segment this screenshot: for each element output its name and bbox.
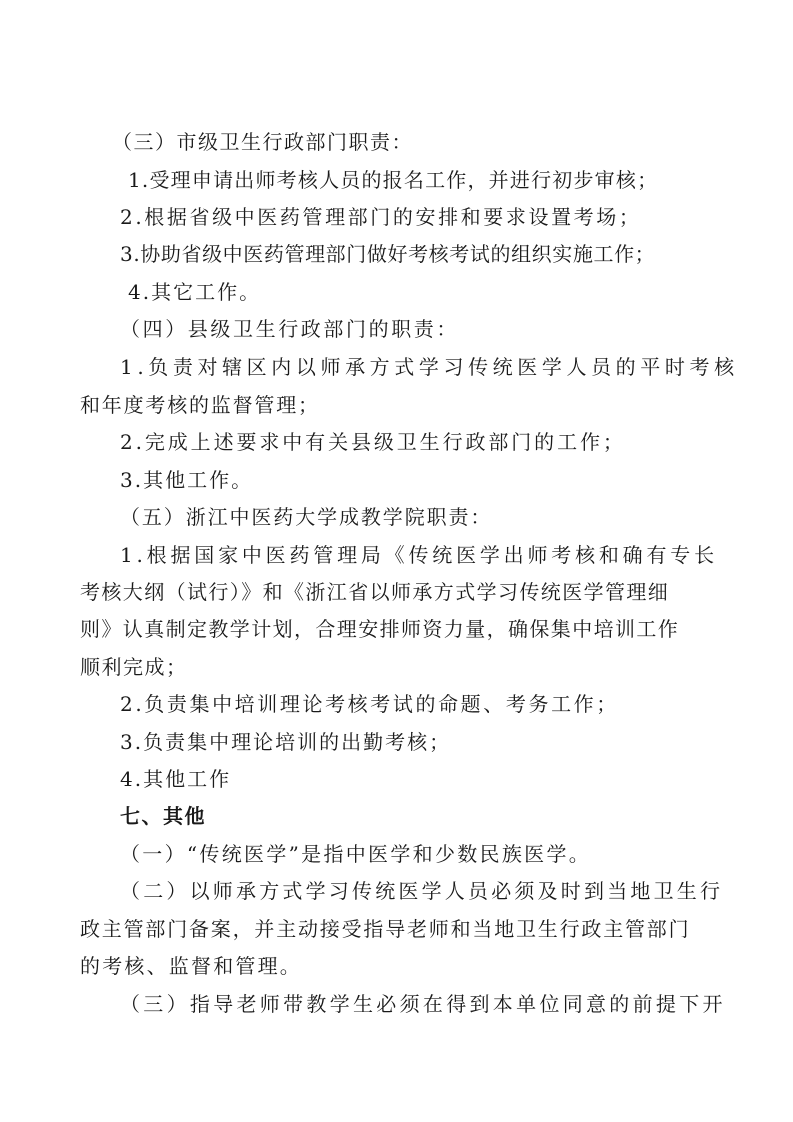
paragraph-line: 2.根据省级中医药管理部门的安排和要求设置考场；	[120, 205, 642, 229]
paragraph-line: 的考核、监督和管理。	[80, 954, 302, 978]
paragraph-line: 政主管部门备案，并主动接受指导老师和当地卫生行政主管部门	[80, 917, 691, 941]
paragraph-line: 顺利完成；	[80, 655, 188, 679]
paragraph-line: （二）以师承方式学习传统医学人员必须及时到当地卫生行	[120, 879, 724, 903]
paragraph-line: 3.其他工作。	[120, 468, 254, 492]
paragraph-line: 3.负责集中理论培训的出勤考核；	[120, 730, 452, 754]
paragraph-line: 则》认真制定教学计划，合理安排师资力量，确保集中培训工作	[80, 617, 680, 641]
paragraph-line: 4.其它工作。	[128, 280, 262, 304]
paragraph-line: 1.负责对辖区内以师承方式学习传统医学人员的平时考核	[120, 355, 739, 379]
section-heading-other: 七、其他	[120, 804, 206, 828]
paragraph-line: 4.其他工作	[120, 767, 232, 791]
paragraph-line: 考核大纲（试行）》和《浙江省以师承方式学习传统医学管理细	[80, 580, 670, 604]
paragraph-line: 1.受理申请出师考核人员的报名工作，并进行初步审核；	[128, 168, 659, 192]
paragraph-line: （一）“传统医学”是指中医学和少数民族医学。	[120, 842, 592, 866]
section-heading-city: （三）市级卫生行政部门职责：	[112, 130, 413, 154]
paragraph-line: 1.根据国家中医药管理局《传统医学出师考核和确有专长	[120, 543, 718, 567]
section-heading-county: （四）县级卫生行政部门的职责：	[120, 317, 459, 341]
paragraph-line: 3.协助省级中医药管理部门做好考核考试的组织实施工作；	[120, 242, 656, 266]
section-heading-university: （五）浙江中医药大学成教学院职责：	[120, 505, 493, 529]
paragraph-line: 2.完成上述要求中有关县级卫生行政部门的工作；	[120, 430, 626, 454]
paragraph-line: 和年度考核的监督管理；	[80, 393, 320, 417]
paragraph-line: （三）指导老师带教学生必须在得到本单位同意的前提下开	[120, 992, 726, 1016]
paragraph-line: 2.负责集中培训理论考核考试的命题、考务工作；	[120, 692, 619, 716]
